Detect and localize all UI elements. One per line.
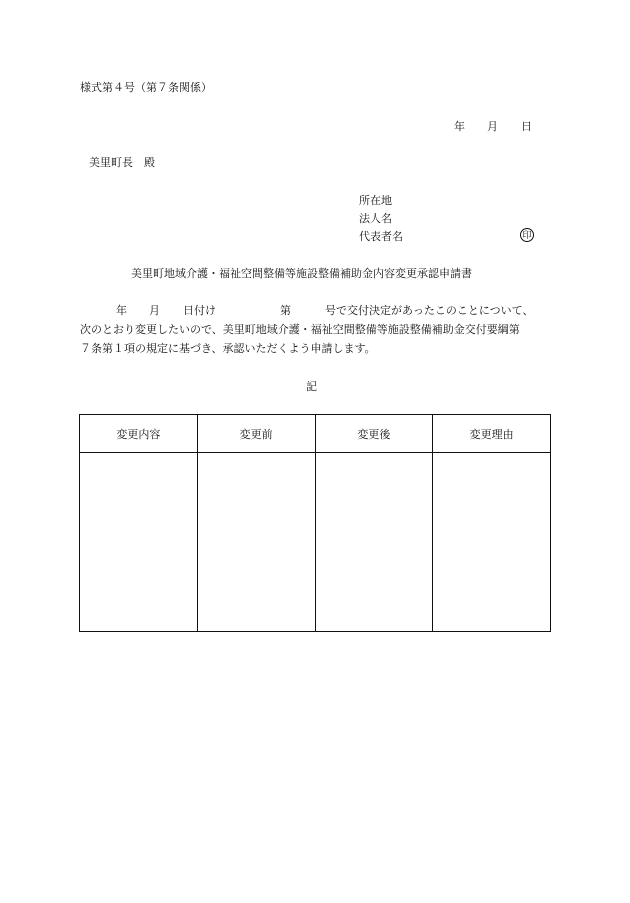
representative-name-label: 代表者名 bbox=[359, 230, 403, 243]
header-change-reason: 変更理由 bbox=[433, 415, 551, 453]
cell-change-content[interactable] bbox=[80, 453, 198, 632]
form-number: 様式第４号（第７条関係） bbox=[80, 81, 212, 94]
address-label: 所在地 bbox=[359, 194, 392, 207]
change-details-table bbox=[79, 414, 551, 632]
body-year-label: 年 bbox=[116, 304, 127, 317]
table-header-row bbox=[80, 415, 551, 453]
body-line2-text: 次のとおり変更したいので、美里町地域介護・福祉空間整備等施設整備補助金交付要綱第 bbox=[80, 323, 520, 336]
seal-mark: 印 bbox=[520, 228, 534, 242]
date-day-label: 日 bbox=[521, 120, 532, 133]
addressee: 美里町長 殿 bbox=[89, 156, 155, 169]
cell-before-change[interactable] bbox=[197, 453, 315, 632]
corporation-name-label: 法人名 bbox=[359, 212, 392, 225]
body-line3-text: ７条第１項の規定に基づき、承認いただくよう申請します。 bbox=[80, 342, 376, 355]
cell-after-change[interactable] bbox=[315, 453, 433, 632]
document-title: 美里町地域介護・福祉空間整備等施設整備補助金内容変更承認申請書 bbox=[131, 267, 472, 280]
header-change-content: 変更内容 bbox=[80, 415, 198, 453]
body-dated-label: 日付け bbox=[183, 304, 216, 317]
header-after-change: 変更後 bbox=[315, 415, 433, 453]
date-month-label: 月 bbox=[487, 120, 498, 133]
date-year-label: 年 bbox=[454, 120, 465, 133]
body-line1-text: 号で交付決定があったこのことについて、 bbox=[325, 304, 534, 317]
note-heading: 記 bbox=[306, 380, 317, 393]
cell-change-reason[interactable] bbox=[433, 453, 551, 632]
body-month-label: 月 bbox=[149, 304, 160, 317]
header-before-change: 変更前 bbox=[197, 415, 315, 453]
body-number-label: 第 bbox=[280, 304, 291, 317]
table-row bbox=[80, 453, 551, 632]
